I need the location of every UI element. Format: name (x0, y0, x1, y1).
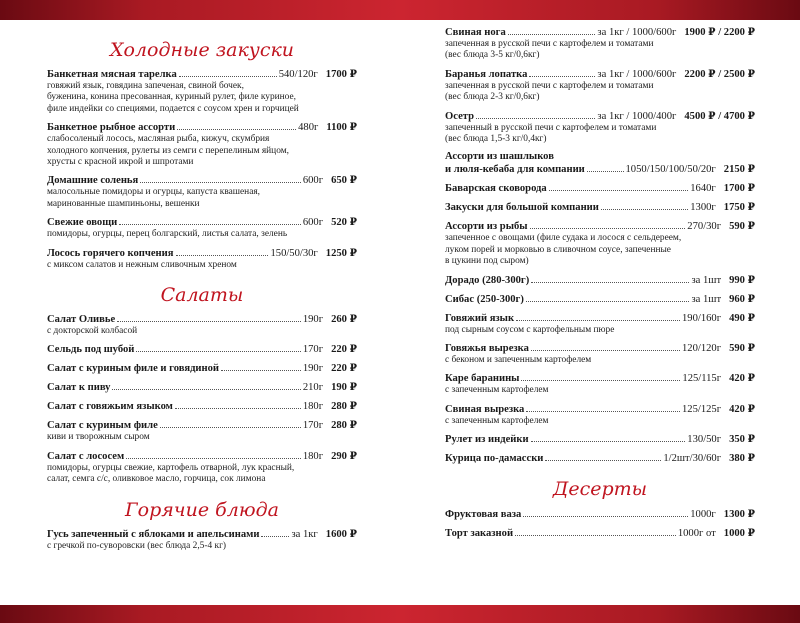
section-title-cold-appetizers: Холодные закуски (109, 39, 295, 61)
menu-item-price: 2200 ₽ / 2500 ₽ (684, 68, 755, 80)
menu-item-description: маринованные шампиньоны, вешенки (47, 198, 200, 209)
dot-leader (136, 343, 300, 352)
menu-item (47, 247, 357, 271)
menu-item-name: и люля-кебаба для компании (445, 164, 585, 176)
menu-item-weight: за 1кг / 1000/600г (597, 68, 677, 80)
menu-item-price: 1750 ₽ (723, 202, 755, 214)
menu-item-weight: 1050/150/100/50/20г (625, 164, 716, 176)
menu-item-name: Салат с куриным филе (47, 420, 158, 432)
dot-leader (526, 403, 680, 412)
large-dishes-list (445, 26, 755, 145)
main-dishes-list (445, 182, 755, 465)
menu-item (445, 403, 755, 427)
menu-item-name: Салат с говяжьим языком (47, 401, 173, 413)
salads-list (47, 313, 357, 486)
menu-item-description: слабосоленый лосось, масляная рыба, кижуч, скумбрия (47, 134, 270, 145)
menu-item-name: Сельдь под шубой (47, 344, 135, 356)
desserts-list (445, 508, 755, 540)
menu-item-description: с докторской колбасой (47, 326, 138, 337)
menu-item-name: Гусь запеченный с яблоками и апельсинами (47, 528, 260, 540)
menu-item (445, 220, 755, 267)
menu-item (445, 342, 755, 366)
dot-leader (117, 313, 301, 322)
section-title-salads: Салаты (160, 284, 244, 307)
menu-item-description: филе индейки со специями, подается с соусом хрен и горчицей (47, 103, 299, 114)
right-menu-column (445, 26, 755, 546)
dot-leader (176, 247, 269, 256)
menu-item (445, 68, 755, 104)
menu-item (47, 68, 357, 115)
menu-item (47, 528, 357, 552)
menu-item (47, 121, 357, 168)
dot-leader (112, 381, 300, 390)
menu-item-description: киви и творожным сыром (47, 432, 150, 443)
menu-item (47, 362, 357, 375)
menu-item-description: помидоры, огурцы свежие, картофель отварной, лук красный, (47, 462, 295, 473)
menu-item-weight: 170г (302, 420, 324, 432)
dot-leader (175, 400, 301, 409)
menu-item-description: с гречкой по-суворовски (вес блюда 2,5-4 кг) (47, 540, 227, 551)
menu-item-price: 4500 ₽ / 4700 ₽ (684, 110, 755, 122)
menu-item-description: хрусты с красной икрой и шпротами (47, 157, 194, 168)
menu-item-weight: 190/160г (682, 312, 722, 324)
menu-item (445, 508, 755, 521)
dot-leader (529, 68, 595, 77)
section-title-desserts: Десерты (552, 478, 648, 501)
dot-leader (179, 68, 277, 77)
menu-item-name: Осетр (445, 110, 474, 122)
dot-leader (140, 174, 301, 183)
menu-item-price: 220 ₽ (331, 344, 357, 356)
menu-item-price: 1100 ₽ (326, 122, 357, 134)
menu-item-weight: 150/50/30г (270, 247, 318, 259)
menu-item (445, 182, 755, 195)
menu-item-weight: 180г (302, 450, 324, 462)
menu-item-price: 1300 ₽ (723, 509, 755, 521)
menu-item-weight: 600г (302, 217, 324, 229)
menu-item-price: 280 ₽ (331, 401, 357, 413)
dot-leader (531, 342, 680, 351)
menu-item (445, 274, 755, 287)
menu-item-name: Рулет из индейки (445, 434, 529, 446)
menu-item-price: 1000 ₽ (723, 528, 755, 540)
menu-item-description: с миксом салатов и нежным сливочным хреном (47, 259, 237, 270)
menu-item-description: запеченная в русской печи с картофелем и томатами (445, 39, 654, 49)
dot-leader (549, 182, 689, 191)
menu-item-weight: 1300г (690, 202, 716, 214)
menu-item-name: Салат с лососем (47, 450, 125, 462)
dot-leader (119, 216, 301, 225)
menu-item-price: 1700 ₽ (325, 69, 357, 80)
menu-item-price: 960 ₽ (729, 293, 755, 305)
menu-item (47, 174, 357, 210)
menu-item-price: 990 ₽ (729, 274, 755, 286)
menu-item-price: 1600 ₽ (325, 528, 357, 540)
menu-item-description: холодного копчения, рулеты из семги с перепелиным яйцом, (47, 145, 289, 156)
menu-item-name: Фруктовая ваза (445, 509, 522, 521)
dot-leader (531, 433, 686, 442)
dot-leader (160, 419, 301, 428)
menu-item-weight: 125/125г (682, 403, 722, 415)
menu-item-name: Курица по-дамасски (445, 453, 544, 465)
dot-leader (587, 163, 624, 172)
menu-item-name: Банкетное рыбное ассорти (47, 122, 176, 134)
menu-item-description: с запеченным картофелем (445, 385, 549, 396)
menu-item-weight: 190г (302, 363, 324, 375)
section-title-hot-dishes: Горячие блюда (125, 498, 279, 521)
menu-item-name: Банкетная мясная тарелка (47, 69, 177, 80)
menu-item-name: Лосось горячего копчения (47, 247, 174, 259)
menu-item-description: луком порей и морковью в сливочном соусе, запеченные (445, 244, 671, 255)
menu-item-name: Говяжий язык (445, 312, 515, 324)
menu-item-name: Домашние соленья (47, 175, 139, 187)
dot-leader (523, 508, 688, 517)
menu-item-name: Закуски для большой компании (445, 202, 599, 214)
menu-item-name: Дорадо (280-300г) (445, 274, 530, 286)
menu-item-price: 1900 ₽ / 2200 ₽ (684, 27, 755, 38)
menu-item (445, 151, 755, 176)
menu-item-weight: за 1шт (691, 274, 722, 286)
menu-item-weight: за 1кг (291, 528, 318, 540)
menu-item-name: Сибас (250-300г) (445, 293, 524, 305)
menu-item-name: Говяжья вырезка (445, 343, 529, 355)
menu-item (47, 419, 357, 443)
hot-dishes-list (47, 528, 357, 552)
menu-item-description: запеченная в русской печи с картофелем и томатами (445, 80, 654, 91)
menu-item-description: с запеченным картофелем (445, 415, 549, 426)
menu-item-name: Свиная нога (445, 27, 506, 38)
dot-leader (515, 527, 676, 536)
menu-item-weight: 180г (302, 401, 324, 413)
menu-item-weight: 1640г (690, 183, 716, 195)
menu-item (47, 450, 357, 486)
menu-item (445, 201, 755, 214)
menu-item-price: 420 ₽ (729, 373, 755, 385)
menu-item-price: 350 ₽ (729, 434, 755, 446)
dot-leader (601, 201, 688, 210)
menu-item-weight: 210г (302, 382, 324, 394)
menu-item-weight: 480г (298, 122, 319, 134)
dot-leader (516, 312, 680, 321)
bottom-decorative-band (0, 605, 800, 623)
dot-leader (221, 362, 301, 371)
dot-leader (526, 293, 690, 302)
menu-item-weight: за 1кг / 1000/400г (597, 110, 677, 122)
menu-item (445, 433, 755, 446)
menu-item (47, 381, 357, 394)
menu-item-weight: 1000г (690, 509, 716, 521)
menu-item-price: 1250 ₽ (325, 247, 357, 259)
dot-leader (261, 528, 289, 537)
menu-item (445, 372, 755, 396)
cold-appetizers-list (47, 68, 357, 271)
menu-item-price: 590 ₽ (729, 221, 755, 233)
menu-item-price: 590 ₽ (729, 343, 755, 355)
dot-leader (177, 121, 296, 130)
menu-item-price: 190 ₽ (331, 382, 357, 394)
menu-item-description: под сырным соусом с картофельным пюре (445, 324, 615, 335)
menu-item-price: 1700 ₽ (723, 183, 755, 195)
menu-item-weight: 1000г от (677, 528, 716, 540)
menu-item-name: Торт заказной (445, 528, 514, 540)
dot-leader (530, 220, 686, 229)
menu-item-description: салат, семга с/с, оливковое масло, горчица, сок лимона (47, 474, 266, 485)
menu-item-weight: 1/2шт/30/60г (663, 453, 722, 465)
menu-item-description: с беконом и запеченным картофелем (445, 355, 592, 366)
menu-item-description: (вес блюда 2-3 кг/0,6кг) (445, 92, 540, 103)
menu-item-weight: 120/120г (682, 343, 722, 355)
menu-item-name: Свежие овощи (47, 217, 118, 229)
menu-item-description: (вес блюда 3-5 кг/0,6кг) (445, 50, 540, 61)
dot-leader (508, 26, 596, 35)
menu-item-weight: 190г (302, 314, 324, 326)
dot-leader (476, 110, 595, 119)
menu-item-price: 290 ₽ (331, 450, 357, 462)
menu-item-price: 260 ₽ (331, 314, 357, 326)
menu-item (445, 527, 755, 540)
menu-item-name: Баварская сковорода (445, 183, 547, 195)
menu-item-price: 2150 ₽ (723, 164, 755, 176)
menu-item-description: запеченное с овощами (филе судака и лосося с сельдереем, (445, 233, 682, 244)
menu-item (445, 293, 755, 306)
menu-item-name: Баранья лопатка (445, 68, 528, 80)
menu-item-name: Каре баранины (445, 373, 520, 385)
menu-item-price: 380 ₽ (729, 453, 755, 465)
menu-item-weight: 540/120г (278, 69, 318, 80)
menu-item-weight: 170г (302, 344, 324, 356)
dot-leader (521, 372, 680, 381)
menu-item-price: 280 ₽ (331, 420, 357, 432)
menu-item (445, 312, 755, 336)
menu-item-weight: 600г (302, 175, 324, 187)
menu-item (445, 110, 755, 146)
menu-item-description: в цукини под сыром) (445, 256, 529, 267)
menu-item-price: 490 ₽ (729, 312, 755, 324)
dot-leader (126, 450, 301, 459)
menu-item (445, 452, 755, 465)
menu-item-price: 650 ₽ (331, 175, 357, 187)
dot-leader (545, 452, 661, 461)
menu-item-price: 420 ₽ (729, 403, 755, 415)
menu-item (47, 216, 357, 240)
menu-item-name: Салат к пиву (47, 382, 111, 394)
menu-item-description: запеченный в русской печи с картофелем и томатами (445, 122, 657, 133)
menu-item-description: буженина, конина пресованная, куриный рулет, филе куриное, (47, 92, 296, 103)
menu-item-weight: 270/30г (687, 221, 722, 233)
dot-leader (531, 274, 689, 283)
menu-item-description: малосольные помидоры и огурцы, капуста квашеная, (47, 187, 261, 198)
menu-item-weight: 130/50г (687, 434, 722, 446)
menu-item-price: 220 ₽ (331, 363, 357, 375)
menu-item-weight: 125/115г (682, 373, 722, 385)
menu-item-weight: за 1шт (691, 293, 722, 305)
menu-item-description: помидоры, огурцы, перец болгарский, листья салата, зелень (47, 229, 288, 240)
menu-item-description: (вес блюда 1,5-3 кг/0,4кг) (445, 134, 547, 145)
menu-item (47, 343, 357, 356)
menu-item (47, 313, 357, 337)
top-decorative-band (0, 0, 800, 20)
left-menu-column (47, 26, 357, 558)
menu-item-weight: за 1кг / 1000/600г (597, 27, 677, 38)
menu-item-name: Свиная вырезка (445, 403, 525, 415)
menu-item (47, 400, 357, 413)
menu-item-name-line1: Ассорти из шашлыков (445, 151, 554, 163)
menu-item-name: Салат с куриным филе и говядиной (47, 363, 220, 375)
menu-item-name: Ассорти из рыбы (445, 221, 528, 233)
menu-item-price: 520 ₽ (331, 217, 357, 229)
menu-item-description: говяжий язык, говядина запеченая, свиной бочек, (47, 81, 244, 91)
menu-item (445, 26, 755, 62)
menu-item-name: Салат Оливье (47, 314, 116, 326)
